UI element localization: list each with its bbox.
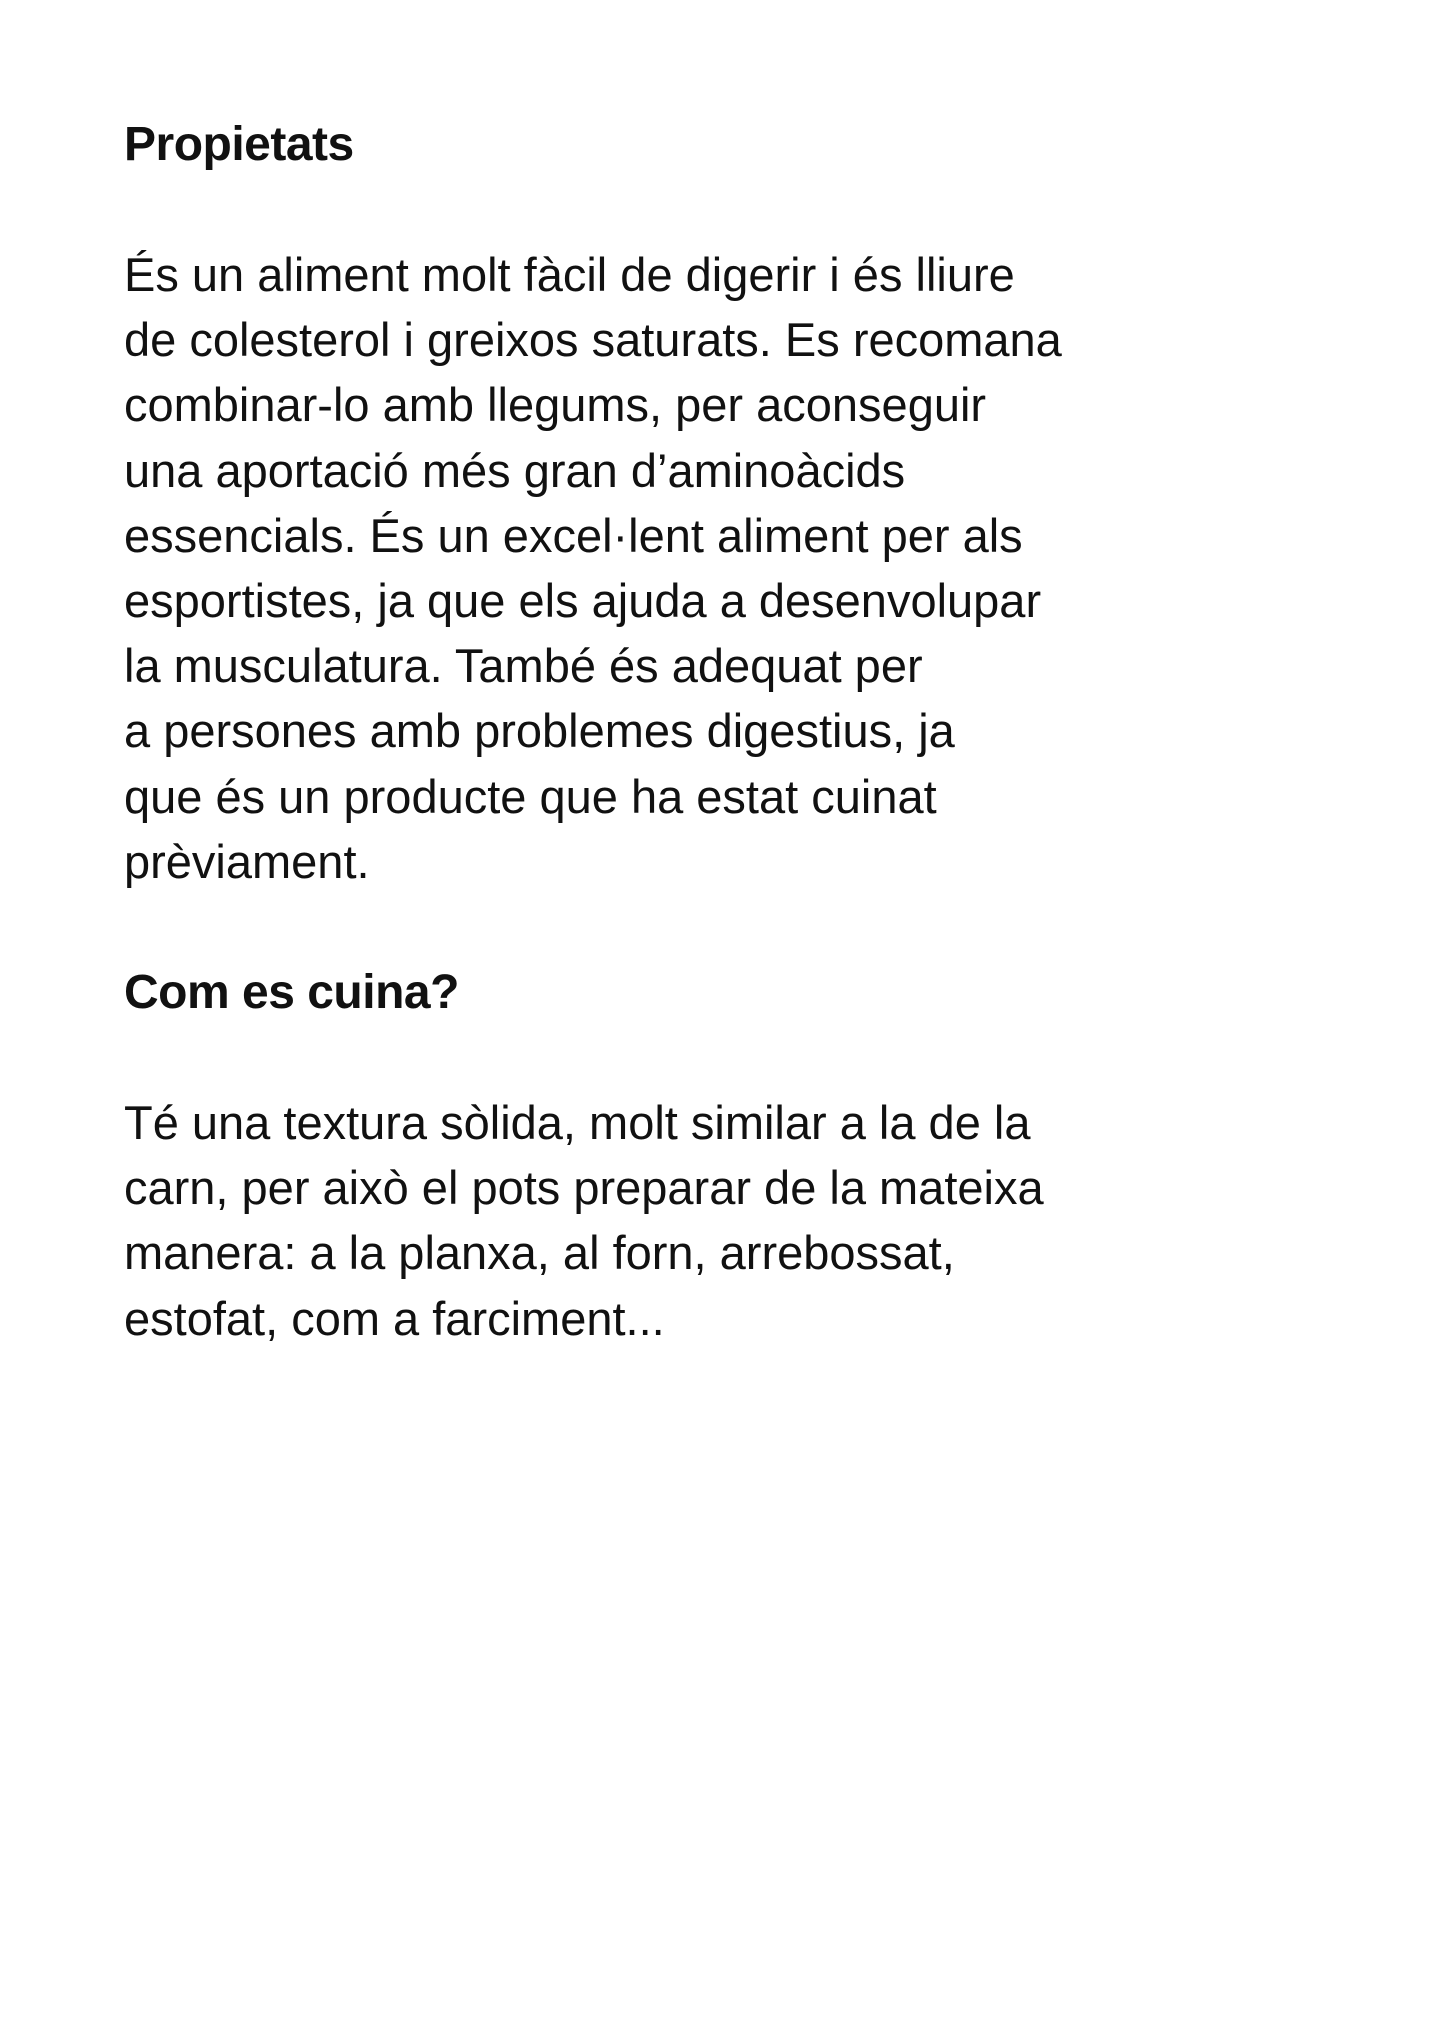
text-line: Té una textura sòlida, molt similar a la de la — [124, 1096, 1031, 1150]
text-line: carn, per això el pots preparar de la mateixa — [124, 1161, 1044, 1215]
section-title-com-es-cuina: Com es cuina? — [124, 966, 459, 1020]
text-line: esportistes, ja que els ajuda a desenvolupar — [124, 574, 1042, 628]
section-body-com-es-cuina — [124, 1090, 1244, 1351]
section-title-propietats: Propietats — [124, 118, 354, 171]
text-line: És un aliment molt fàcil de digerir i és lliure — [124, 248, 1015, 301]
text-line: a persones amb problemes digestius, ja — [124, 704, 955, 758]
text-line: de colesterol i greixos saturats. Es recomana — [124, 313, 1062, 367]
text-line: que és un producte que ha estat cuinat — [124, 769, 937, 823]
text-line: combinar-lo amb llegums, per aconseguir — [124, 378, 987, 432]
text-line: la musculatura. També és adequat per — [124, 639, 923, 693]
text-line: estofat, com a farciment... — [124, 1291, 665, 1345]
document-page — [124, 112, 1244, 1351]
section-body-propietats — [124, 242, 1244, 894]
text-line: prèviament. — [124, 834, 370, 888]
text-line: manera: a la planxa, al forn, arrebossat, — [124, 1226, 955, 1280]
text-line: essencials. És un excel·lent aliment per als — [124, 508, 1023, 562]
text-line: una aportació més gran d’aminoàcids — [124, 443, 906, 497]
